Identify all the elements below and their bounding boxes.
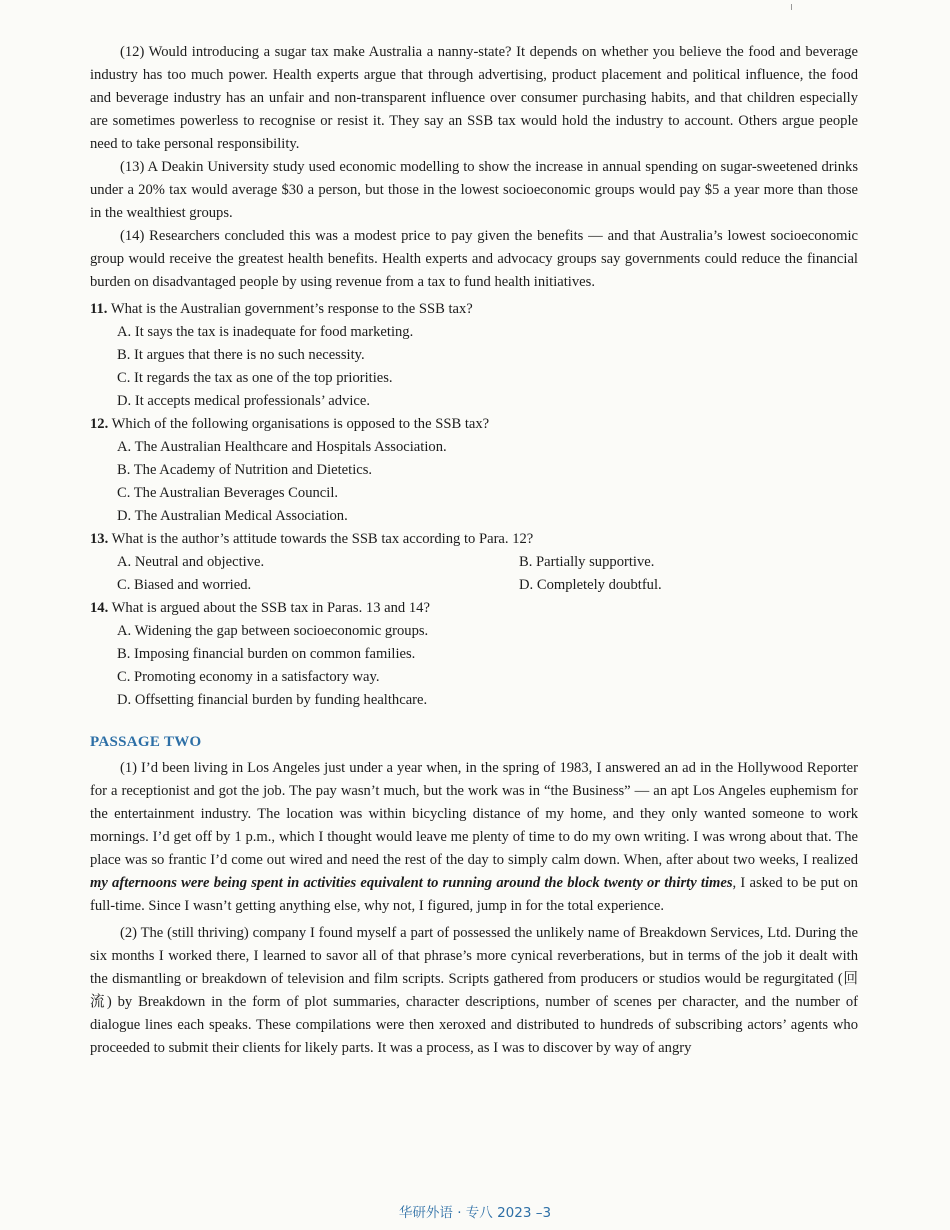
question-stem (90, 413, 858, 436)
passage2-paragraph-1 (90, 757, 858, 918)
p1-text-before: (1) I’d been living in Los Angeles just under a year when, in the spring of 1983, I answered an ad in the Hollywood Reporter for a receptionist and got the job. The pay wasn’t much, but the work was in “the Business” — an apt Los Angeles euphemism for the entertainment industry. The location was within bicycling distance of my home, and they only wanted someone to work mornings. I’d get off by 1 p.m., which I thought would leave me plenty of time to do my own writing. I was wrong about that. The place was so frantic I’d come out wired and need the rest of the day to simply calm down. When, after about two weeks, I realized (90, 760, 858, 868)
question-number: 14. (90, 600, 109, 616)
question-number: 13. (90, 531, 109, 547)
question-text: What is the Australian government’s response to the SSB tax? (110, 301, 473, 317)
question-number: 12. (90, 416, 109, 432)
option-a: A. The Australian Healthcare and Hospitals Association. (117, 439, 447, 455)
passage-two-heading: PASSAGE TWO (90, 734, 202, 750)
paragraph-12: (12) Would introducing a sugar tax make Australia a nanny-state? It depends on whether you believe the food and beverage industry has too much power. Health experts argue that through advertising, product placement and political influence, the food and beverage industry has an unfair and non-transparent influence over consumer purchasing habits, and that children especially are sometimes powerless to recognise or resist it. They say an SSB tax would hold the industry to account. Others argue people need to take personal responsibility. (90, 44, 858, 152)
question-12 (90, 413, 858, 528)
option-list (90, 551, 858, 597)
question-stem (90, 528, 858, 551)
option-d: D. Completely doubtful. (519, 577, 662, 593)
option-b: B. It argues that there is no such necessity. (117, 347, 365, 363)
option-d: D. Offsetting financial burden by funding healthcare. (117, 692, 428, 708)
option-a: A. Neutral and objective. (117, 554, 265, 570)
question-13 (90, 528, 858, 597)
question-stem (90, 597, 858, 620)
option-d: D. It accepts medical professionals’ advice. (117, 393, 370, 409)
p1-text-after: , I asked to be put on full-time. Since I wasn’t getting anything else, why not, I figured, jump in for the total experience. (90, 875, 858, 914)
option-b: B. Imposing financial burden on common families. (117, 646, 416, 662)
page-content (90, 41, 858, 1060)
option-b: B. Partially supportive. (519, 554, 655, 570)
paragraph-14: (14) Researchers concluded this was a modest price to pay given the benefits — and that Australia’s lowest socioeconomic group would receive the greatest health benefits. Health experts and advocacy groups say governments could reduce the financial burden on disadvantaged people by using revenue from a tax to fund health initiatives. (90, 228, 858, 290)
option-d: D. The Australian Medical Association. (117, 508, 348, 524)
question-text: What is argued about the SSB tax in Paras. 13 and 14? (111, 600, 430, 616)
option-c: C. Promoting economy in a satisfactory way. (117, 669, 380, 685)
scan-mark (791, 4, 792, 10)
question-text: Which of the following organisations is opposed to the SSB tax? (111, 416, 490, 432)
page-footer: 华研外语 · 专八 2023 –3 (398, 1205, 552, 1221)
option-c: C. Biased and worried. (117, 577, 252, 593)
option-a: A. Widening the gap between socioeconomic groups. (117, 623, 429, 639)
question-14 (90, 597, 858, 712)
question-11 (90, 298, 858, 413)
option-a: A. It says the tax is inadequate for food marketing. (117, 324, 414, 340)
question-text: What is the author’s attitude towards the SSB tax according to Para. 12? (111, 531, 534, 547)
passage2-paragraph-2: (2) The (still thriving) company I found myself a part of possessed the unlikely name of Breakdown Services, Ltd. During the six months I worked there, I learned to savor all of that phrase’s more cynical reverberations, but in terms of the job it dealt with the dismantling or breakdown of television and film scripts. Scripts gathered from producers or studios would be regurgitated (回流) by Breakdown in the form of plot summaries, character descriptions, number of scenes per character, and the number of dialogue lines each speaks. These compilations were then xeroxed and distributed to hundreds of subscribing actors’ agents who proceeded to submit their clients for likely parts. It was a process, as I was to discover by way of angry (90, 925, 858, 1056)
option-c: C. The Australian Beverages Council. (117, 485, 339, 501)
option-list (90, 436, 858, 528)
option-list (90, 321, 858, 413)
paragraph-13: (13) A Deakin University study used economic modelling to show the increase in annual spending on sugar-sweetened drinks under a 20% tax would average $30 a person, but those in the lowest socioeconomic groups would pay $5 a year more than those in the wealthiest groups. (90, 159, 858, 221)
option-list (90, 620, 858, 712)
p1-emphasized-text: my afternoons were being spent in activities equivalent to running around the block twenty or thirty times (90, 875, 733, 891)
question-stem (90, 298, 858, 321)
option-b: B. The Academy of Nutrition and Dietetics. (117, 462, 373, 478)
question-number: 11. (90, 301, 108, 317)
option-c: C. It regards the tax as one of the top priorities. (117, 370, 393, 386)
